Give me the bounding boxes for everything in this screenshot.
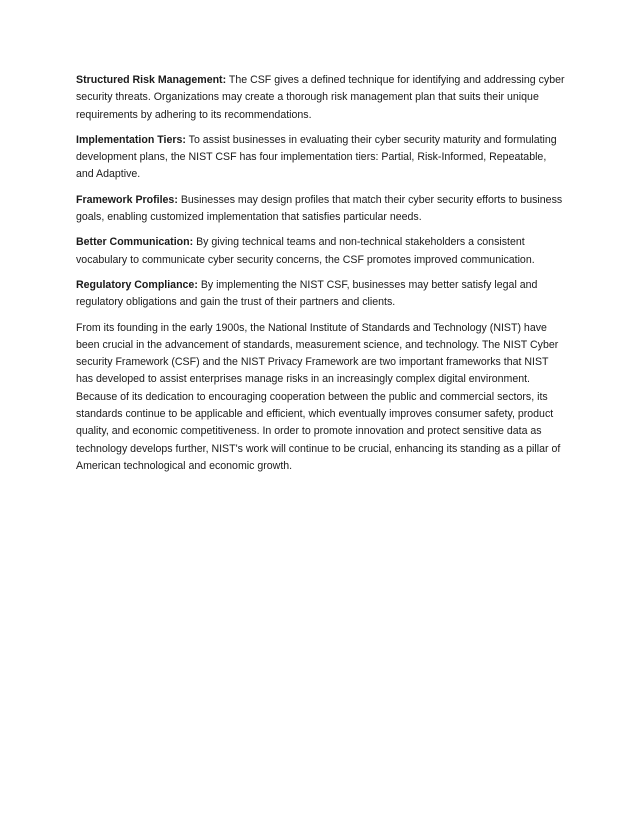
term-label: Framework Profiles:	[76, 193, 178, 206]
paragraph-better-communication	[76, 234, 566, 269]
term-label: Structured Risk Management:	[76, 74, 227, 86]
term-label: Regulatory Compliance:	[76, 278, 198, 291]
term-description: To assist businesses in evaluating their cyber security maturity and formulating development plans, the NIST CSF has four implementation tiers: Partial, Risk-Informed, Repeatable, and Adaptive.	[76, 133, 557, 181]
paragraph-structured-risk-management	[76, 72, 566, 124]
paragraph-regulatory-compliance	[76, 277, 566, 312]
term-label: Better Communication:	[76, 236, 194, 249]
term-description: By giving technical teams and non-technical stakeholders a consistent vocabulary to communicate cyber security concerns, the CSF promotes improved communication.	[76, 236, 535, 266]
term-label: Implementation Tiers:	[76, 133, 186, 146]
paragraph-implementation-tiers	[76, 132, 566, 184]
document-body	[76, 72, 566, 483]
term-description: By implementing the NIST CSF, businesses may better satisfy legal and regulatory obligations and gain the trust of their partners and clients.	[76, 278, 538, 309]
paragraph-framework-profiles	[76, 192, 566, 227]
term-description: Businesses may design profiles that match their cyber security efforts to business goals, enabling customized implementation that satisfies particular needs.	[76, 193, 563, 224]
paragraph-conclusion: From its founding in the early 1900s, the National Institute of Standards and Technology (NIST) have been crucial in the advancement of standards, measurement science, and technology. The NIST Cyber security Framework (CSF) and the NIST Privacy Framework are two important frameworks that NIST has developed to assist enterprises manage risks in an increasingly complex digital environment. Because of its dedication to encouraging cooperation between the public and commercial sectors, its standards continue to be applicable and efficient, which eventually improves consumer safety, product quality, and economic competitiveness. In order to promote innovation and protect sensitive data as technology develops further, NIST's work will continue to be crucial, enhancing its standing as a pillar of American technological and economic growth.	[76, 321, 561, 472]
term-description: The CSF gives a defined technique for identifying and addressing cyber security threats. Organizations may create a thorough risk management plan that suits their unique requirements by adhering to its recommendations.	[76, 74, 565, 121]
